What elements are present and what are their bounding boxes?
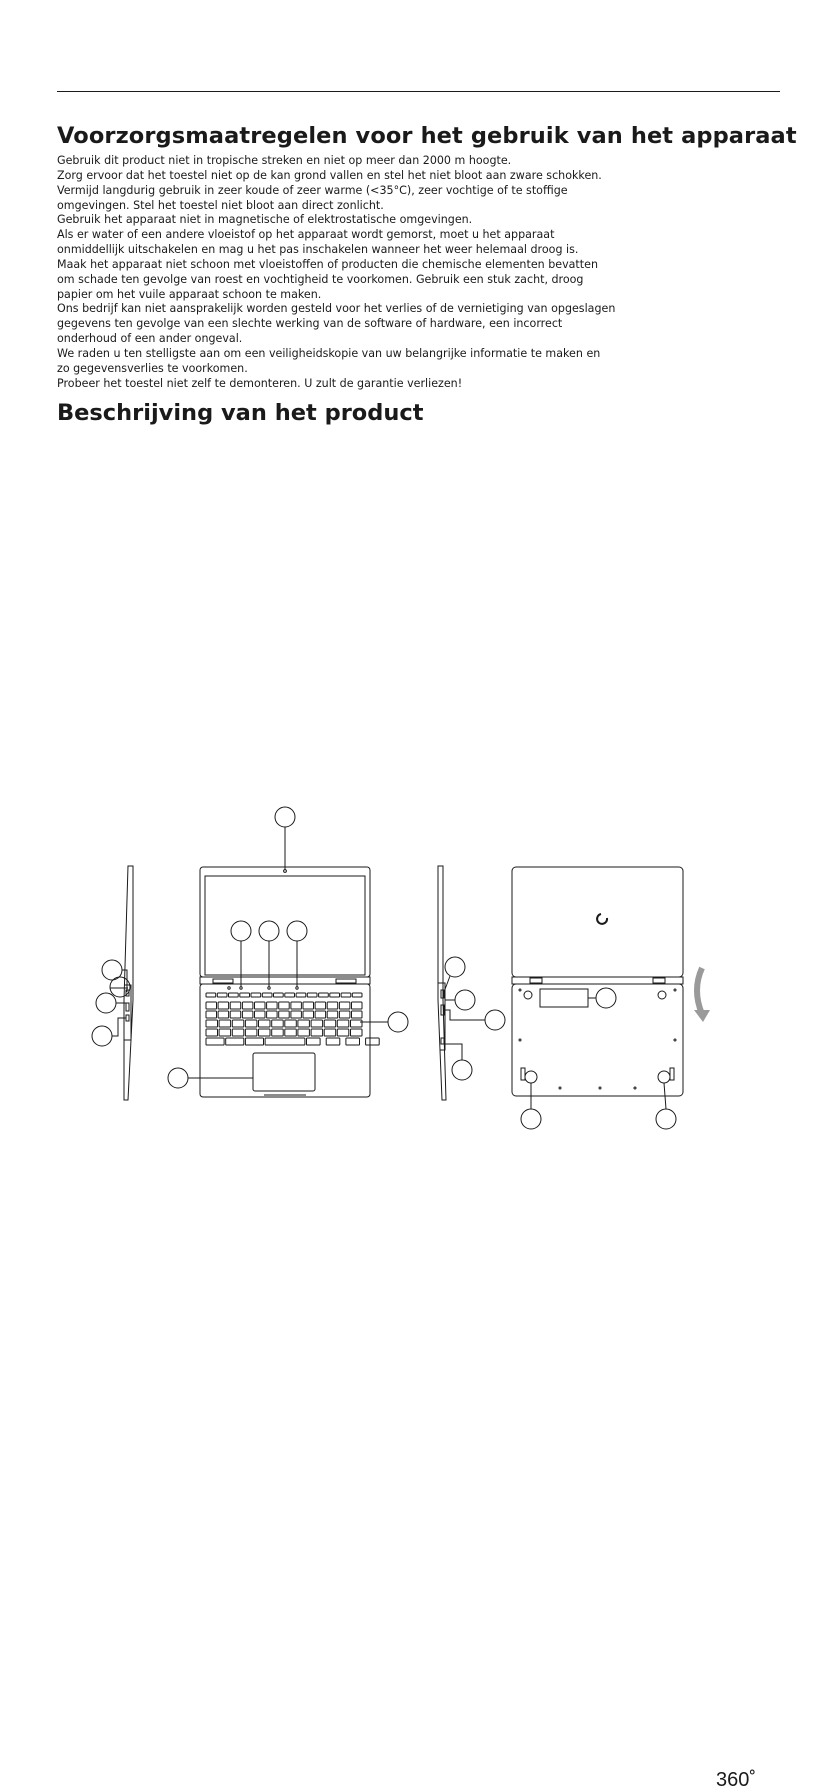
keyboard-key [206, 993, 216, 997]
keyboard-key [291, 1011, 302, 1018]
keyboard-key [206, 1020, 218, 1027]
callout-circle [96, 993, 116, 1013]
speaker-icon [525, 1071, 537, 1083]
precaution-line: onderhoud of een ander ongeval. [57, 332, 243, 346]
screw-icon [559, 1087, 561, 1089]
keyboard-key [279, 1011, 290, 1018]
indicator-light-icon [296, 987, 298, 989]
precaution-line: papier om het vuile apparaat schoon te maken. [57, 287, 322, 301]
callout-circle [168, 1068, 188, 1088]
precaution-line: Probeer het toestel niet zelf te demonteren. U zult de garantie verliezen! [57, 376, 463, 390]
hinge-right [336, 979, 356, 983]
keyboard-key [285, 993, 295, 997]
product-diagram-svg [0, 790, 839, 1170]
callout-circle [275, 807, 295, 827]
screw-icon [519, 989, 521, 991]
keyboard-key [259, 1029, 271, 1036]
keyboard-key [351, 1029, 363, 1036]
callouts-front [168, 807, 408, 1088]
webcam-icon [284, 870, 287, 873]
keyboard-key [242, 1002, 253, 1009]
top-rule [57, 91, 780, 92]
keyboard-key [218, 1011, 229, 1018]
callout-circle [445, 957, 465, 977]
speaker-icon [658, 1071, 670, 1083]
keyboard-key [351, 1020, 363, 1027]
keyboard [206, 993, 379, 1045]
keyboard-key [298, 1029, 310, 1036]
keyboard-key [219, 1029, 231, 1036]
keyboard-key [272, 1029, 284, 1036]
keyboard-key [296, 993, 306, 997]
keyboard-key [232, 1029, 244, 1036]
rubber-foot-icon [524, 991, 532, 999]
keyboard-key [285, 1020, 297, 1027]
side-view-right [438, 866, 446, 1100]
keyboard-key [352, 993, 362, 997]
laptop-lid [200, 867, 370, 977]
keyboard-key [242, 1011, 253, 1018]
heading-description: Beschrijving van het product [57, 400, 424, 426]
keyboard-key [262, 993, 272, 997]
callout-circle [92, 1026, 112, 1046]
keyboard-key [267, 1011, 278, 1018]
keyboard-key [339, 1011, 350, 1018]
precaution-line: Zorg ervoor dat het toestel niet op de kan grond vallen en stel het niet bloot aan zware schokken. [57, 168, 602, 182]
callout-circle [596, 988, 616, 1008]
vent-icon [521, 1068, 525, 1080]
keyboard-key [291, 1002, 302, 1009]
precaution-line: zo gegevensverlies te voorkomen. [57, 361, 248, 375]
keyboard-key [327, 1011, 338, 1018]
callout-circle [259, 921, 279, 941]
screw-icon [674, 989, 676, 991]
keyboard-key [272, 1020, 284, 1027]
underside-panel [540, 989, 588, 1007]
keyboard-key [274, 993, 284, 997]
precaution-line: We raden u ten stelligste aan om een veiligheidskopie van uw belangrijke informatie te maken en [57, 346, 601, 360]
keyboard-key [337, 1029, 349, 1036]
precaution-line: Ons bedrijf kan niet aansprakelijk worden gesteld voor het verlies of de vernietiging van opgeslagen [57, 302, 616, 316]
keyboard-key [341, 993, 351, 997]
keyboard-key [324, 1029, 336, 1036]
callout-circle [656, 1109, 676, 1129]
callout-circle [485, 1010, 505, 1030]
keyboard-key [259, 1020, 271, 1027]
precaution-line: om schade ten gevolge van roest en vochtigheid te voorkomen. Gebruik een stuk zacht, droog [57, 272, 584, 286]
keyboard-key [232, 1020, 244, 1027]
keyboard-key [337, 1020, 349, 1027]
keyboard-key [303, 1002, 314, 1009]
keyboard-key [324, 1020, 336, 1027]
callouts-back [521, 988, 676, 1129]
touchpad [253, 1053, 315, 1091]
indicator-light-icon [228, 987, 230, 989]
keyboard-key [255, 1011, 266, 1018]
keyboard-key [218, 1002, 229, 1009]
logo-icon [597, 914, 607, 924]
precaution-line: Gebruik dit product niet in tropische streken en niet op meer dan 2000 m hoogte. [57, 154, 512, 167]
callout-circle [455, 990, 475, 1010]
indicator-light-icon [268, 987, 270, 989]
screw-icon [634, 1087, 636, 1089]
keyboard-key [366, 1038, 380, 1045]
keyboard-key [230, 1002, 241, 1009]
indicator-light-icon [240, 987, 242, 989]
heading-precautions: Voorzorgsmaatregelen voor het gebruik van het apparaat [57, 123, 797, 149]
laptop-underside [512, 984, 683, 1096]
keyboard-key [230, 1011, 241, 1018]
callout-circle [231, 921, 251, 941]
hinge-left [213, 979, 233, 983]
callout-circle [452, 1060, 472, 1080]
keyboard-key [206, 1002, 217, 1009]
rotation-arrow-shaft [697, 968, 702, 1014]
keyboard-key [315, 1011, 326, 1018]
keyboard-key [307, 1038, 321, 1045]
side-view-left-body [124, 866, 133, 1100]
keyboard-key [319, 993, 329, 997]
laptop-screen [205, 876, 365, 975]
keyboard-key [326, 1038, 340, 1045]
hinge-left [530, 978, 542, 983]
keyboard-key [245, 1020, 257, 1027]
keyboard-key [285, 1029, 297, 1036]
keyboard-key [245, 1038, 263, 1045]
keyboard-key [352, 1011, 363, 1018]
screw-icon [599, 1087, 601, 1089]
keyboard-key [330, 993, 340, 997]
keyboard-key [339, 1002, 350, 1009]
keyboard-key [265, 1038, 305, 1045]
keyboard-key [206, 1011, 217, 1018]
precaution-line: Als er water of een andere vloeistof op het apparaat wordt gemorst, moet u het apparaat [57, 228, 555, 242]
keyboard-key [245, 1029, 257, 1036]
rotation-arrow-icon [694, 968, 710, 1022]
side-view-left [124, 866, 133, 1100]
keyboard-key [307, 993, 317, 997]
laptop-back-view [512, 867, 683, 1096]
rubber-foot-icon [658, 991, 666, 999]
keyboard-key [251, 993, 261, 997]
precaution-line: gegevens ten gevolge van een slechte werking van de software of hardware, een incorrect [57, 317, 563, 331]
rotation-arrow-head [694, 1010, 710, 1022]
laptop-front-view [200, 867, 379, 1097]
keyboard-key [267, 1002, 278, 1009]
keyboard-key [206, 1038, 224, 1045]
keyboard-key [303, 1011, 314, 1018]
precaution-line: Gebruik het apparaat niet in magnetische of elektrostatische omgevingen. [57, 213, 473, 227]
keyboard-key [346, 1038, 360, 1045]
keyboard-key [279, 1002, 290, 1009]
callouts-right [444, 957, 505, 1080]
keyboard-key [298, 1020, 310, 1027]
vent-icon [670, 1068, 674, 1080]
rotation-label: 360˚ [716, 1769, 757, 1791]
hinge-right [653, 978, 665, 983]
callout-circle [388, 1012, 408, 1032]
keyboard-key [206, 1029, 218, 1036]
keyboard-key [327, 1002, 338, 1009]
keyboard-key [352, 1002, 363, 1009]
callout-circle [287, 921, 307, 941]
callout-leader [445, 1010, 485, 1020]
callout-circle [521, 1109, 541, 1129]
keyboard-key [217, 993, 227, 997]
port-icon [441, 1038, 444, 1044]
callout-leader [444, 1044, 462, 1060]
keyboard-key [229, 993, 239, 997]
keyboard-key [255, 1002, 266, 1009]
port-icon [126, 1015, 129, 1021]
product-diagram [0, 790, 839, 1791]
keyboard-key [311, 1020, 323, 1027]
keyboard-key [219, 1020, 231, 1027]
keyboard-key [226, 1038, 244, 1045]
screw-icon [519, 1039, 521, 1041]
precautions-text [57, 154, 797, 392]
precaution-line: Vermijd langdurig gebruik in zeer koude of zeer warme (<35°C), zeer vochtige of te stoffige [57, 183, 568, 197]
port-icon [441, 1005, 444, 1015]
keyboard-key [315, 1002, 326, 1009]
precaution-line: onmiddellijk uitschakelen en mag u het pas inschakelen wanneer het weer helemaal droog is. [57, 243, 579, 257]
precaution-line: omgevingen. Stel het toestel niet bloot aan direct zonlicht. [57, 198, 384, 212]
precaution-line: Maak het apparaat niet schoon met vloeistoffen of producten die chemische elementen bevatten [57, 257, 598, 271]
keyboard-key [240, 993, 250, 997]
screw-icon [674, 1039, 676, 1041]
keyboard-key [311, 1029, 323, 1036]
